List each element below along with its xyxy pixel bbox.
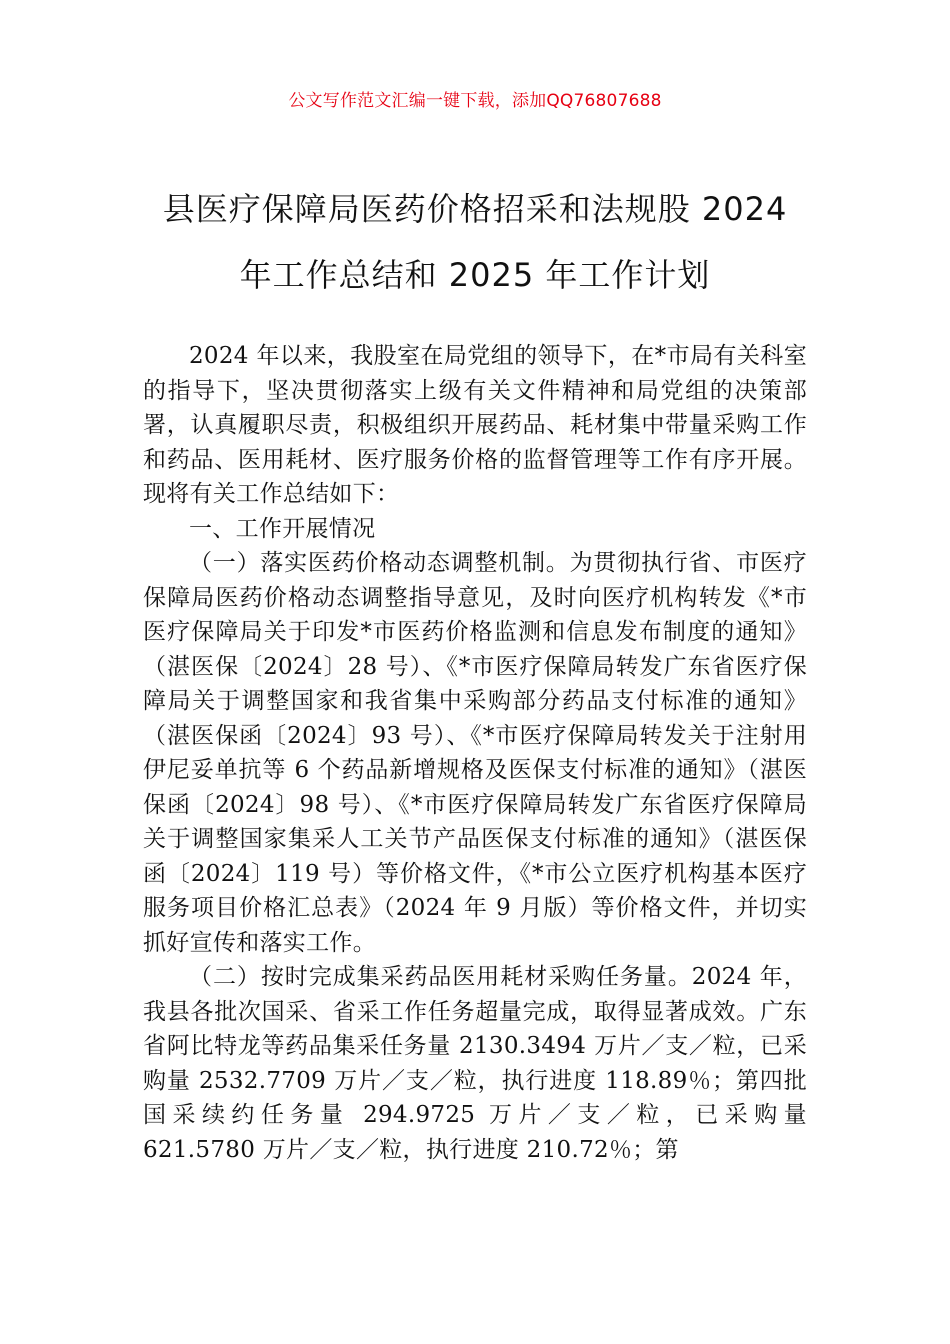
download-promo-note: 公文写作范文汇编一键下载，添加QQ76807688 xyxy=(288,91,662,111)
document-title-line-2: 年工作总结和 2025 年工作计划 xyxy=(239,256,711,294)
section-heading-work-progress: 一、工作开展情况 xyxy=(189,515,376,542)
document-body xyxy=(143,339,807,1167)
paragraph-procurement-tasks: （二）按时完成集采药品医用耗材采购任务量。2024 年，我县各批次国采、省采工作任务超量完成，取得显著成效。广东省阿比特龙等药品集采任务量 2130.3494 万片／支／粒，已采购量 2532.7709 万片／支／粒，执行进度 118.89％；第四批国采续约任务量 294.9725 万片／支／粒，已采购量 621.5780 万片／支／粒，执行进度 210.72％；第 xyxy=(143,964,807,1163)
paragraph-price-adjustment: （一）落实医药价格动态调整机制。为贯彻执行省、市医疗保障局医药价格动态调整指导意见，及时向医疗机构转发《*市医疗保障局关于印发*市医药价格监测和信息发布制度的通知》（湛医保〔2024〕28 号）、《*市医疗保障局转发广东省医疗保障局关于调整国家和我省集中采购部分药品支付标准的通知》（湛医保函〔2024〕93 号）、《*市医疗保障局转发关于注射用伊尼妥单抗等 6 个药品新增规格及医保支付标准的通知》（湛医保函〔2024〕98 号）、《*市医疗保障局转发广东省医疗保障局关于调整国家集采人工关节产品医保支付标准的通知》（湛医保函〔2024〕119 号）等价格文件，《*市公立医疗机构基本医疗服务项目价格汇总表》（2024 年 9 月版）等价格文件，并切实抓好宣传和落实工作。 xyxy=(143,550,807,956)
document-title-line-1: 县医疗保障局医药价格招采和法规股 2024 xyxy=(162,190,788,228)
document-title xyxy=(140,176,810,308)
intro-paragraph: 2024 年以来，我股室在局党组的领导下，在*市局有关科室的指导下，坚决贯彻落实上级有关文件精神和局党组的决策部署，认真履职尽责，积极组织开展药品、耗材集中带量采购工作和药品、医用耗材、医疗服务价格的监督管理等工作有序开展。现将有关工作总结如下： xyxy=(143,343,807,507)
